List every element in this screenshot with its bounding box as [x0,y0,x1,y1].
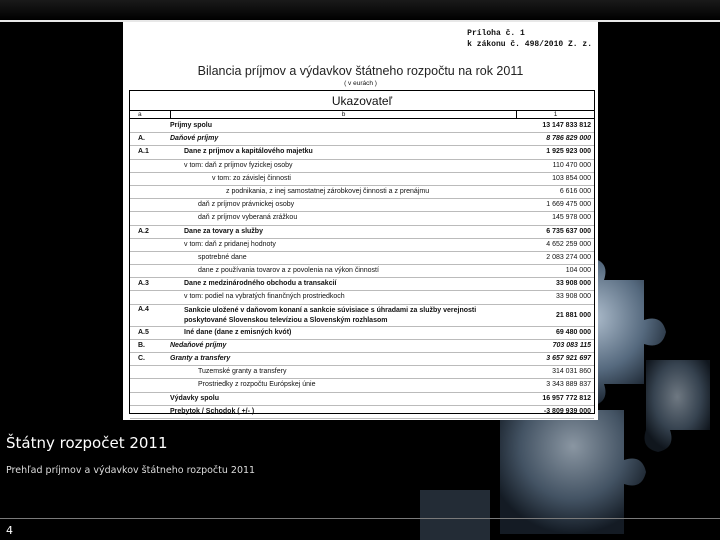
row-label: Nedaňové príjmy [170,341,227,349]
row-value: 6 616 000 [559,187,591,195]
row-code: C. [138,355,145,362]
table-row [130,379,594,392]
slide-title: Štátny rozpočet 2011 [6,434,168,452]
table-row [130,393,594,406]
column-1: 1 [516,111,594,118]
row-value: 103 854 000 [552,174,591,182]
row-code: A.4 [138,305,149,313]
row-code [130,160,170,172]
row-value: 4 652 259 000 [546,240,591,248]
table-row [130,173,594,186]
row-code [130,379,170,391]
row-label: Sankcie uložené v daňovom konaní a sankcie súvisiace s úhradami za služby verejnosti poskytované Slovenskou televíziou a Slovenským rozhlasom [184,306,477,324]
row-value: 21 881 000 [555,311,591,319]
row-code [130,199,170,211]
row-label: Dane z príjmov a kapitálového majetku [184,148,313,156]
table-row [130,252,594,265]
row-label: Výdavky spolu [170,394,220,402]
row-value: 3 657 921 697 [546,355,591,362]
table-row [130,120,594,133]
table-row [130,265,594,278]
row-value: 110 470 000 [552,161,591,169]
row-code [130,366,170,378]
table-row [130,146,594,159]
row-code: A.2 [138,227,149,235]
row-label: Prebytok / Schodok ( +/- ) [170,407,255,415]
row-code: A.1 [138,148,149,156]
row-value: 6 735 637 000 [546,227,591,235]
row-code [130,212,170,224]
row-label: daň z príjmov právnickej osoby [198,201,295,209]
table-row [130,133,594,146]
table-row [130,239,594,252]
row-value: -3 809 939 000 [543,407,591,415]
row-label: spotrebné dane [198,253,247,261]
row-label: Iné dane (dane z emisných kvót) [184,328,292,336]
table-row [130,278,594,291]
top-rule [0,0,720,22]
row-code: A. [138,135,145,143]
document-title: Bilancia príjmov a výdavkov štátneho rozpočtu na rok 2011 [197,64,524,78]
row-label: v tom: daň z pridanej hodnoty [184,240,276,248]
row-value: 33 908 000 [555,280,591,288]
table-row [130,199,594,212]
annex-reference [467,28,592,50]
row-value: 314 031 860 [552,368,591,376]
table-row [130,186,594,199]
row-label: Prostriedky z rozpočtu Európskej únie [198,381,316,389]
row-code [130,291,170,303]
table-row [130,353,594,366]
annex-line-2: k zákonu č. 498/2010 Z. z. [467,40,592,49]
row-label: dane z používania tovarov a z povolenia na výkon činností [198,267,379,275]
row-code [130,120,170,132]
row-code [130,265,170,277]
slide-number: 4 [6,524,13,537]
table-rows [130,120,594,419]
row-value: 69 480 000 [555,328,591,336]
slide-subtitle: Prehľad príjmov a výdavkov štátneho rozpočtu 2011 [6,465,256,476]
row-code [130,173,170,185]
table-header: Ukazovateľ [130,91,594,111]
row-label: daň z príjmov vyberaná zrážkou [198,214,298,222]
row-label: Dane za tovary a služby [184,227,263,235]
column-headers [130,111,594,119]
budget-document [123,22,598,420]
table-row [130,366,594,379]
annex-line-1: Príloha č. 1 [467,29,525,38]
row-value: 3 343 889 837 [546,381,591,389]
document-unit: ( v eurách ) [344,80,377,87]
row-code: A.5 [138,328,149,336]
table-row [130,305,594,327]
row-label: v tom: daň z príjmov fyzickej osoby [184,161,293,169]
column-b: b [170,111,516,118]
row-code [130,239,170,251]
row-code: A.3 [138,280,149,288]
table-row [130,327,594,340]
row-label: Príjmy spolu [170,122,213,129]
row-value: 1 669 475 000 [546,201,591,209]
bottom-rule [0,518,720,519]
table-row [130,291,594,304]
table-row [130,160,594,173]
row-value: 1 925 923 000 [546,148,591,156]
row-code: B. [138,341,145,349]
row-label: Daňové príjmy [170,135,219,143]
row-label: Tuzemské granty a transfery [198,368,287,376]
table-row [130,406,594,419]
table-row [130,340,594,353]
budget-table [129,90,595,414]
row-value: 2 083 274 000 [546,253,591,261]
row-label: v tom: zo závislej činnosti [212,174,291,182]
row-value: 104 000 [565,267,591,275]
column-a: a [138,111,142,118]
row-code [130,393,170,405]
table-row [130,226,594,239]
row-value: 16 957 772 812 [542,394,591,402]
row-label: v tom: podiel na vybratých finančných prostriedkoch [184,293,345,301]
row-value: 33 908 000 [555,293,591,301]
row-value: 13 147 833 812 [542,122,591,129]
row-value: 145 978 000 [552,214,591,222]
row-value: 703 083 115 [552,341,591,349]
row-code [130,186,170,198]
row-code [130,406,170,418]
table-row [130,212,594,225]
row-code [130,252,170,264]
row-value: 8 786 829 000 [546,135,591,143]
row-label: Granty a transfery [170,355,231,362]
row-label: Dane z medzinárodného obchodu a transakcií [184,280,337,288]
row-label: z podnikania, z inej samostatnej zárobkovej činnosti a z prenájmu [226,187,430,195]
